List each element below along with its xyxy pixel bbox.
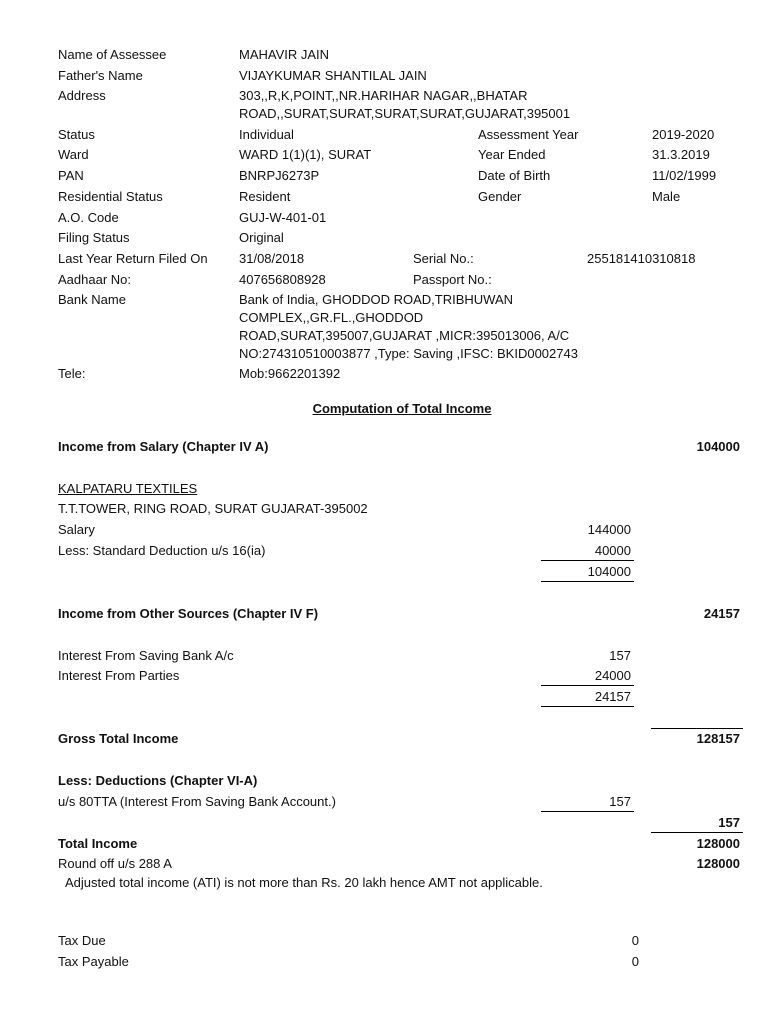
status-value: Individual <box>239 127 294 142</box>
serial-value: 255181410310818 <box>587 251 696 266</box>
computation-title: Computation of Total Income <box>312 401 492 416</box>
tax-payable-label: Tax Payable <box>58 954 129 969</box>
bank-label: Bank Name <box>58 292 126 307</box>
ttta-value: 157 <box>609 794 631 809</box>
gender-label: Gender <box>478 189 522 204</box>
salary-head: Income from Salary (Chapter IV A) <box>58 439 269 454</box>
gti-value: 128157 <box>696 731 740 746</box>
tele-value: Mob:9662201392 <box>239 366 341 381</box>
last-return-label: Last Year Return Filed On <box>58 251 208 266</box>
assessment-year-label: Assessment Year <box>478 127 579 142</box>
gender-value: Male <box>652 189 681 204</box>
bank-line-4: NO:274310510003877 ,Type: Saving ,IFSC: BKID0002743 <box>239 346 578 361</box>
residential-status-label: Residential Status <box>58 189 163 204</box>
deductions-total-rule <box>651 832 743 833</box>
standard-deduction-value: 40000 <box>594 543 631 558</box>
aadhaar-value: 407656808928 <box>239 272 326 287</box>
tax-due-label: Tax Due <box>58 933 106 948</box>
other-net-rule <box>541 706 634 707</box>
dob-value: 11/02/1999 <box>652 168 717 183</box>
other-sources-head: Income from Other Sources (Chapter IV F) <box>58 606 319 621</box>
pan-value: BNRPJ6273P <box>239 168 320 183</box>
aadhaar-label: Aadhaar No: <box>58 272 131 287</box>
salary-value: 144000 <box>587 522 631 537</box>
salary-subtotal-rule <box>541 560 634 561</box>
ward-value: WARD 1(1)(1), SURAT <box>239 147 372 162</box>
tax-due-value: 0 <box>631 933 639 948</box>
party-interest-label: Interest From Parties <box>58 668 180 683</box>
address-line-1: 303,,R,K,POINT,,NR.HARIHAR NAGAR,,BHATAR <box>239 88 528 103</box>
salary-net-value: 104000 <box>587 564 631 579</box>
salary-head-total: 104000 <box>696 439 740 454</box>
sb-interest-label: Interest From Saving Bank A/c <box>58 648 234 663</box>
year-ended-label: Year Ended <box>478 147 546 162</box>
residential-status-value: Resident <box>239 189 291 204</box>
other-net-value: 24157 <box>594 689 631 704</box>
filing-status-label: Filing Status <box>58 230 130 245</box>
amt-note: Adjusted total income (ATI) is not more than Rs. 20 lakh hence AMT not applicable. <box>65 875 543 890</box>
salary-net-rule <box>541 581 634 582</box>
address-line-2: ROAD,,SURAT,SURAT,SURAT,SURAT,GUJARAT,395001 <box>239 106 571 121</box>
dob-label: Date of Birth <box>478 168 551 183</box>
deductions-head: Less: Deductions (Chapter VI-A) <box>58 773 258 788</box>
round-off-label: Round off u/s 288 A <box>58 856 172 871</box>
status-label: Status <box>58 127 95 142</box>
employer-name: KALPATARU TEXTILES <box>58 481 198 496</box>
tax-payable-value: 0 <box>631 954 639 969</box>
other-subtotal-rule <box>541 685 634 686</box>
name-label: Name of Assessee <box>58 47 167 62</box>
round-off-value: 128000 <box>696 856 740 871</box>
tele-label: Tele: <box>58 366 86 381</box>
bank-line-1: Bank of India, GHODDOD ROAD,TRIBHUWAN <box>239 292 514 307</box>
ward-label: Ward <box>58 147 89 162</box>
passport-label: Passport No.: <box>413 272 492 287</box>
assessee-name: MAHAVIR JAIN <box>239 47 330 62</box>
salary-label: Salary <box>58 522 95 537</box>
standard-deduction-label: Less: Standard Deduction u/s 16(ia) <box>58 543 266 558</box>
bank-line-3: ROAD,SURAT,395007,GUJARAT ,MICR:395013006, A/C <box>239 328 570 343</box>
deductions-total: 157 <box>718 815 740 830</box>
gti-label: Gross Total Income <box>58 731 179 746</box>
filing-status-value: Original <box>239 230 284 245</box>
ttta-label: u/s 80TTA (Interest From Saving Bank Account.) <box>58 794 336 809</box>
ao-code-value: GUJ-W-401-01 <box>239 210 327 225</box>
employer-address: T.T.TOWER, RING ROAD, SURAT GUJARAT-395002 <box>58 501 368 516</box>
father-name: VIJAYKUMAR SHANTILAL JAIN <box>239 68 427 83</box>
year-ended-value: 31.3.2019 <box>652 147 710 162</box>
total-income-value: 128000 <box>696 836 740 851</box>
total-income-label: Total Income <box>58 836 138 851</box>
ttta-rule <box>541 811 634 812</box>
party-interest-value: 24000 <box>594 668 631 683</box>
bank-line-2: COMPLEX,,GR.FL.,GHODDOD <box>239 310 424 325</box>
sb-interest-value: 157 <box>609 648 631 663</box>
ao-code-label: A.O. Code <box>58 210 119 225</box>
pan-label: PAN <box>58 168 84 183</box>
gti-rule <box>651 728 743 729</box>
address-label: Address <box>58 88 106 103</box>
serial-label: Serial No.: <box>413 251 474 266</box>
father-label: Father's Name <box>58 68 143 83</box>
last-return-value: 31/08/2018 <box>239 251 305 266</box>
assessment-year-value: 2019-2020 <box>652 127 715 142</box>
other-sources-head-total: 24157 <box>703 606 740 621</box>
